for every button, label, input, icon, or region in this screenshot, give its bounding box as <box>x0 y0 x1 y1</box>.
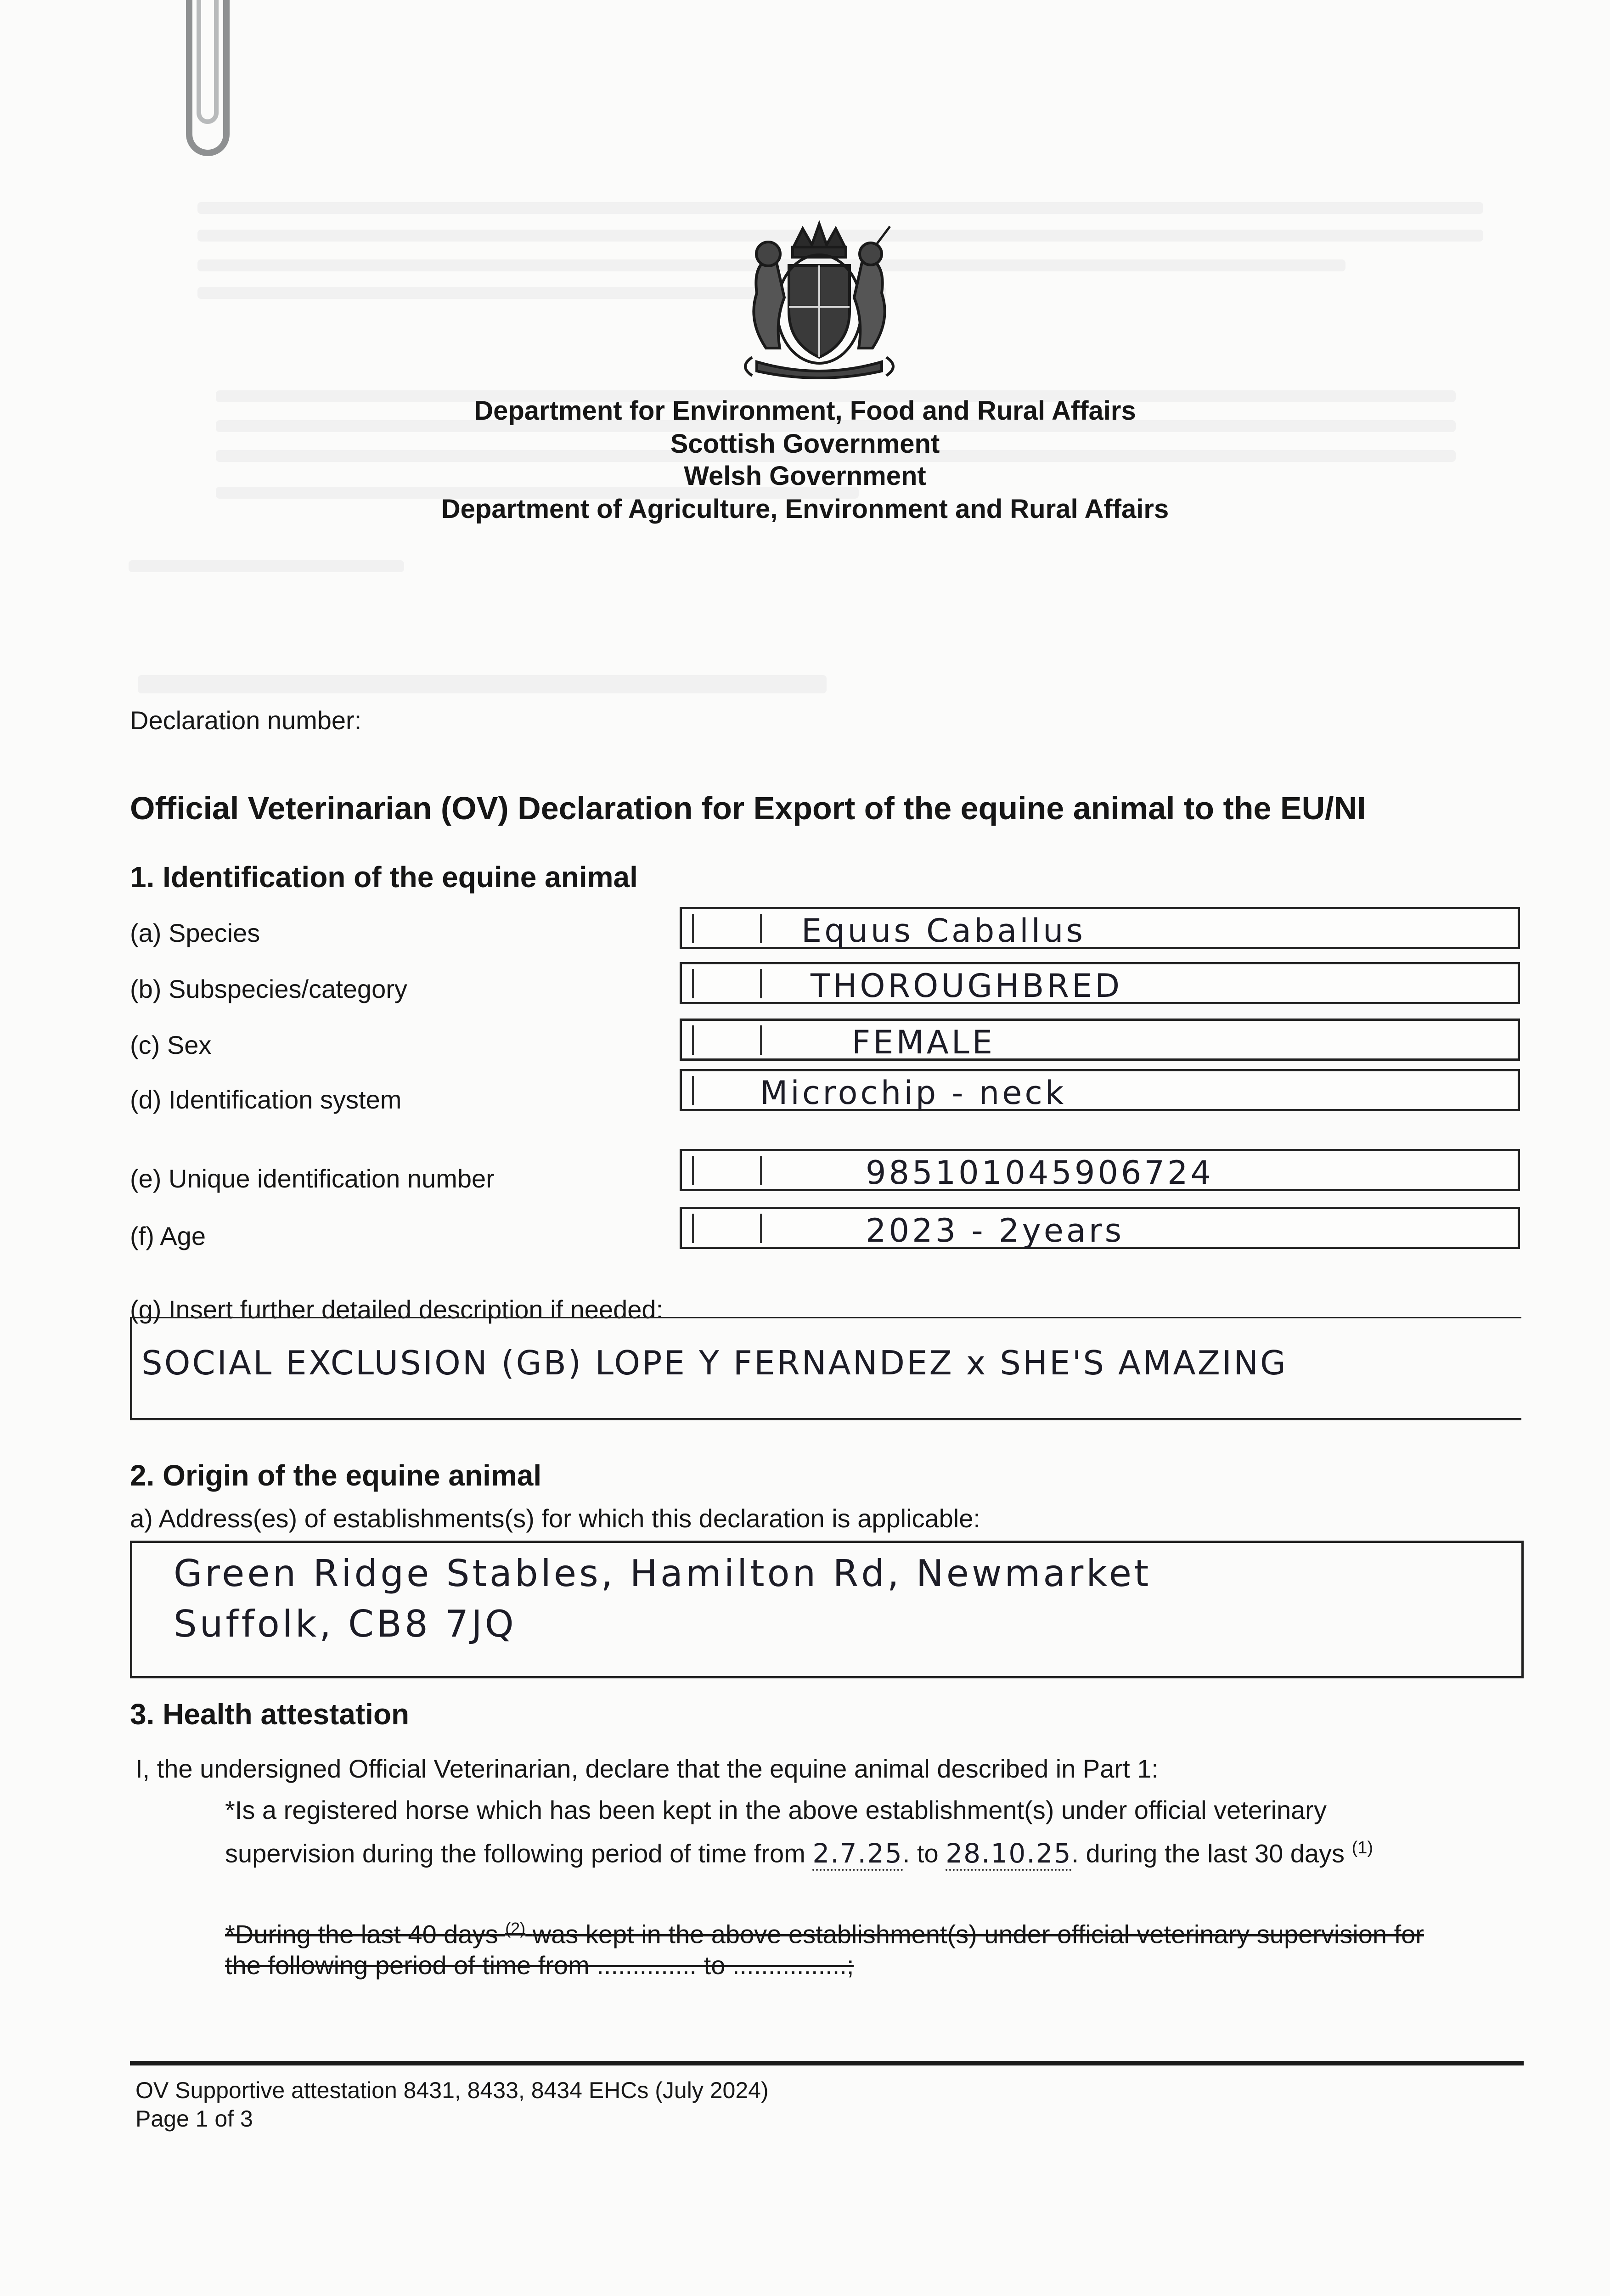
clause1-to-date: 28.10.25 <box>946 1838 1071 1871</box>
footer-page-number: Page 1 of 3 <box>135 2106 253 2132</box>
section2-heading: 2. Origin of the equine animal <box>130 1459 542 1492</box>
subspecies-label: (b) Subspecies/category <box>130 974 407 1003</box>
clause2-line1: *During the last 40 days $^{(2)}$ was kept in the above establishment(s) under official veterinary supervision for <box>225 1919 1424 1949</box>
section3-heading: 3. Health attestation <box>130 1698 410 1731</box>
clause2-line2: the following period of time from .............. to ................; <box>225 1951 854 1980</box>
further-description-box[interactable] <box>130 1317 1521 1420</box>
species-value: Equus Caballus <box>801 912 1086 950</box>
section1-heading: 1. Identification of the equine animal <box>130 861 638 894</box>
identification-system-label: (d) Identification system <box>130 1085 402 1114</box>
age-field[interactable] <box>680 1207 1520 1249</box>
identification-system-field[interactable] <box>680 1069 1520 1111</box>
unique-id-label: (e) Unique identification number <box>130 1164 495 1193</box>
subspecies-field[interactable] <box>680 962 1520 1004</box>
department-name: Department for Environment, Food and Rural Affairs <box>474 396 1136 426</box>
footnote-1: (1) <box>1351 1838 1374 1857</box>
health-intro: I, the undersigned Official Veterinarian, declare that the equine animal described in Part 1: <box>135 1754 1159 1783</box>
age-label: (f) Age <box>130 1221 206 1250</box>
clause1-from-date: 2.7.25 <box>812 1838 902 1871</box>
royal-coat-of-arms-icon <box>725 219 914 381</box>
form-title: Official Veterinarian (OV) Declaration for Export of the equine animal to the EU/NI <box>130 790 1366 826</box>
paper-clip-inner <box>197 0 219 124</box>
sex-value: FEMALE <box>852 1024 996 1061</box>
clause1-line1: *Is a registered horse which has been kept in the above establishment(s) under official veterinary <box>225 1795 1327 1824</box>
further-description-label: (g) Insert further detailed description if needed: <box>130 1295 664 1324</box>
species-label: (a) Species <box>130 918 260 947</box>
subspecies-value: THOROUGHBRED <box>811 967 1123 1005</box>
footer-attestation: OV Supportive attestation 8431, 8433, 8434 EHCs (July 2024) <box>135 2077 769 2103</box>
species-field[interactable] <box>680 907 1520 949</box>
department-name: Welsh Government <box>684 461 926 491</box>
sex-label: (c) Sex <box>130 1030 212 1059</box>
address-line2: Suffolk, CB8 7JQ <box>174 1603 517 1645</box>
age-value: 2023 - 2years <box>866 1212 1125 1249</box>
clause1-line2: supervision during the following period of time from 2.7.25. to 28.10.25. during the last 30 days $^{(1)}$ <box>225 1833 1373 1868</box>
unique-id-field[interactable] <box>680 1149 1520 1191</box>
further-description-value: SOCIAL EXCLUSION (GB) LOPE Y FERNANDEZ x SHE'S AMAZING <box>141 1344 1288 1382</box>
department-name: Scottish Government <box>670 429 940 459</box>
address-line1: Green Ridge Stables, Hamilton Rd, Newmarket <box>174 1552 1152 1595</box>
declaration-number-label: Declaration number: <box>130 706 362 735</box>
department-name: Department of Agriculture, Environment and Rural Affairs <box>441 494 1169 524</box>
identification-system-value: Microchip - neck <box>760 1074 1067 1112</box>
sex-field[interactable] <box>680 1019 1520 1061</box>
unique-id-value: 985101045906724 <box>866 1154 1214 1192</box>
footer-divider <box>130 2061 1524 2065</box>
address-box[interactable] <box>130 1541 1524 1678</box>
address-label: a) Address(es) of establishments(s) for which this declaration is applicable: <box>130 1504 980 1533</box>
